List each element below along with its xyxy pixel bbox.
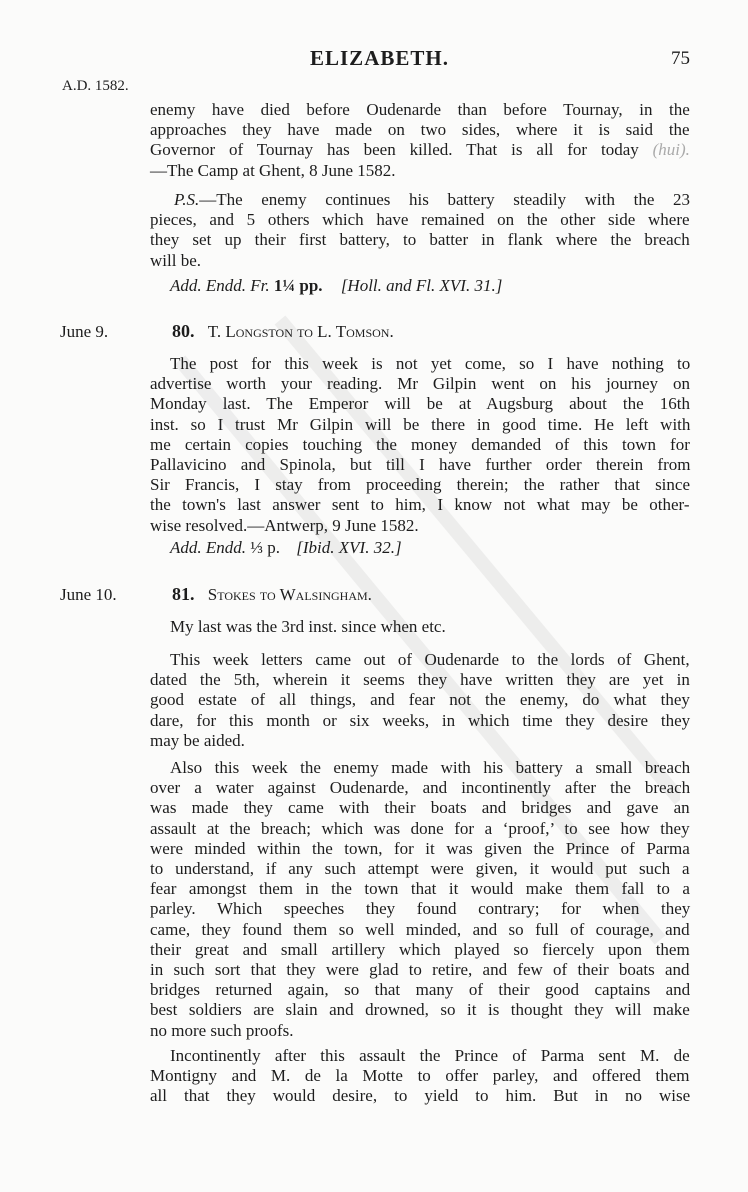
running-head — [0, 44, 748, 74]
text-line: dare, for this month or six weeks, in which time they desire they — [150, 710, 691, 730]
entry-title: T. Longston to L. Tomson. — [207, 322, 394, 341]
text-line: Incontinently after this assault the Prince of Parma sent M. de — [170, 1046, 690, 1065]
entry-80-body — [150, 354, 690, 536]
text-line: were minded within the town, for it was given the Prince of Parma — [150, 838, 690, 858]
text-line: approaches they have made on two sides, where it is said the — [150, 120, 690, 140]
header-title: ELIZABETH. — [310, 46, 449, 70]
text-line: me certain copies touching the money demanded of this town for — [150, 434, 690, 454]
entry-81-para-4 — [150, 1046, 690, 1107]
text-line: all that they would desire, to yield to him. But in no wise — [150, 1086, 691, 1106]
text-line: Governor of Tournay has been killed. That is all for today (hui). — [150, 140, 690, 160]
text-line: advertise worth your reading. Mr Gilpin went on his journey on — [150, 374, 690, 394]
entry-number: 81. — [172, 584, 195, 604]
text-line: will be. — [150, 250, 201, 270]
entry-80-date: June 9. — [60, 322, 109, 341]
margin-year: A.D. 1582. — [62, 78, 129, 94]
text-line: The post for this week is not yet come, so I have nothing to — [170, 354, 691, 373]
text-line: bridges returned again, so that many of their good captains and — [150, 980, 691, 1000]
text-line: over a water against Oudenarde, and incontinently after the breach — [150, 778, 691, 798]
entry-81-heading — [172, 584, 372, 605]
entry-79-reference: Add. Endd. Fr. 1¼ pp. [Holl. and Fl. XVI. 31.] — [170, 276, 503, 295]
text-line: came, they found them so well minded, and so full of courage, and — [150, 919, 690, 939]
entry-81-para-1 — [150, 617, 690, 637]
text-line: Montigny and M. de la Motte to offer parley, and offered them — [150, 1066, 690, 1086]
text-line: may be aided. — [150, 730, 245, 750]
entry-81-date: June 10. — [60, 585, 117, 604]
text-line: Sir Francis, I stay from proceeding therein; the rather that since — [150, 475, 690, 495]
text-line: fear amongst them in the town that it would make them fall to a — [150, 879, 690, 899]
text-line: —The Camp at Ghent, 8 June 1582. — [150, 160, 396, 180]
text-line: good estate of all things, and fear not the enemy, do what they — [150, 690, 690, 710]
text-line: parley. Which speeches they found contrary; for when they — [150, 899, 691, 919]
text-line: was made they came with their boats and bridges and gave an — [150, 798, 690, 818]
text-line: My last was the 3rd inst. since when etc. — [170, 617, 446, 636]
entry-title: Stokes to Walsingham. — [207, 585, 372, 604]
entry-80-reference: Add. Endd. ⅓ p. [Ibid. XVI. 32.] — [170, 538, 402, 557]
text-line: in such sort that they were glad to retire, and few of their boats and — [150, 960, 690, 980]
entry-81-para-3 — [150, 758, 690, 1041]
hui-note: (hui). — [652, 140, 690, 160]
entry-80-heading — [172, 321, 394, 342]
text-line: This week letters came out of Oudenarde to the lords of Ghent, — [170, 650, 690, 669]
text-line: Pallavicino and Spinola, but till I have further order therein from — [150, 455, 691, 475]
entry-number: 80. — [172, 321, 195, 341]
entry-79-continuation — [150, 100, 690, 181]
text-line: assault at the breach; which was done for a ‘proof,’ to see how they — [150, 818, 690, 838]
text-line: to understand, if any such attempt were given, it would put such a — [150, 859, 690, 879]
entry-81-para-2 — [150, 650, 690, 751]
text-line: Monday last. The Emperor will be at Augsburg about the 16th — [150, 394, 690, 414]
text-line: wise resolved.—Antwerp, 9 June 1582. — [150, 515, 419, 535]
text-line: no more such proofs. — [150, 1020, 294, 1040]
text-line: P.S.—The enemy continues his battery steadily with the 23 — [174, 190, 691, 209]
text-line: pieces, and 5 others which have remained on the other side where — [150, 210, 690, 230]
text-line: best soldiers are slain and drowned, so it is thought they will make — [150, 1000, 690, 1020]
page-number: 75 — [671, 48, 690, 69]
text-line: inst. so I trust Mr Gilpin will be there in good time. He left with — [150, 414, 691, 434]
text-line: Also this week the enemy made with his battery a small breach — [170, 758, 691, 777]
text-line: their great and small artillery which played so fiercely upon them — [150, 939, 690, 959]
text-line: the town's last answer sent to him, I know not what may be other- — [150, 495, 690, 515]
ps-label: P.S. — [174, 190, 200, 209]
text-line: they set up their first battery, to batter in flank where the breach — [150, 230, 690, 250]
entry-79-postscript — [150, 190, 690, 271]
text-line: enemy have died before Oudenarde than before Tournay, in the — [150, 100, 690, 119]
text-line: dated the 5th, wherein it seems they have written they are yet in — [150, 670, 690, 690]
